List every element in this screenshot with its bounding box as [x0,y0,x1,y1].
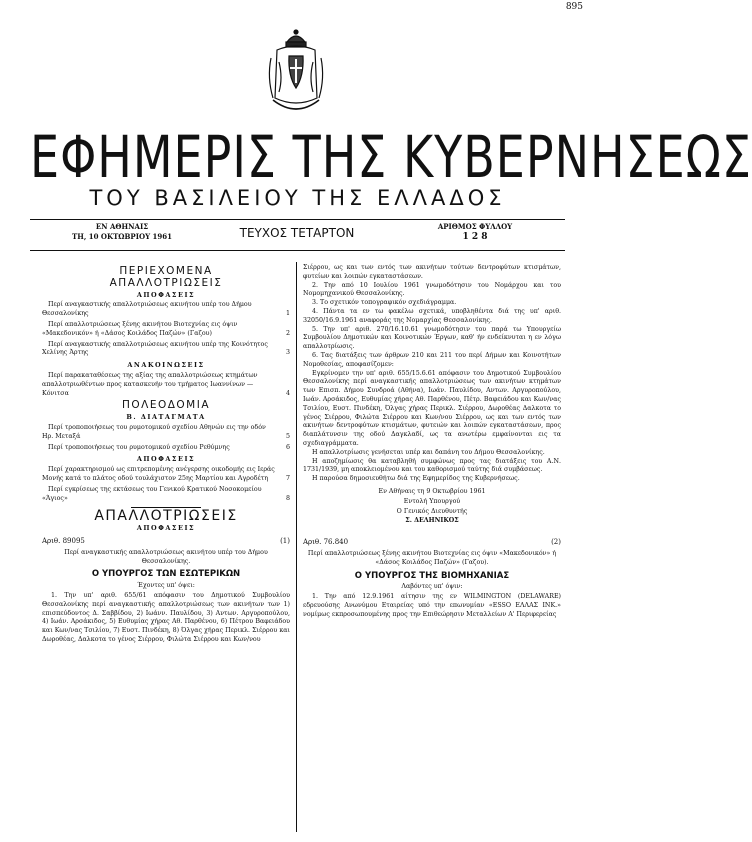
right-column [303,264,561,619]
decision-header [303,538,561,547]
section-subheading: ΑΠΟΦΑΣΕΙΣ [136,524,196,533]
signature-line: Ο Γενικός Διευθυντής [396,507,468,515]
gazette-subtitle: ΤΟΥ ΒΑΣΙΛΕΙΟΥ ΤΗΣ ΕΛΛΑΔΟΣ [89,186,506,210]
issue-number-block [420,222,530,242]
toc-item[interactable]: Περί τροποποιήσεως του ρυμοτομικού σχεδίου Ρεθύμνης 6 [48,443,290,451]
toc-item[interactable]: Περί τροποποιήσεως του ρυμοτομικού σχεδίου Αθηνών εις την οδόν Ηρ. Μεταξά 5 [42,423,290,440]
paragraph: 5. Την υπ' αριθ. 270/16.10.61 γνωμοδότησιν του παρά τω Υπουργείω Συμβουλίου Δημοτικών και Κοινοτικών Έργων, καθ' ήν ενδείκνυται η εν λόγω απαλλοτρίωσις. [303,325,561,351]
toc-section-title: ΠΟΛΕΟΔΟΜΙΑ [121,399,211,412]
column-divider [296,262,297,832]
decision-number: Αριθ. 76.840 [303,538,349,547]
having-line: Έχοντες υπ' όψει: [137,582,195,590]
paragraph: 1. Την από 12.9.1961 αίτησιν της εν WILMINGTON (DELAWARE) εδρευούσης Ανωνύμου Εταιρείας υπό την επωνυμίαν «ESSO ΕΛΛΑΣ ΙΝΚ.» νομίμως εκπροσωπουμένης προς την Επιθεώρησιν Μεταλλείων Α' Περιφερείας [303,593,561,618]
issue-place-date [62,222,182,242]
royal-coat-of-arms-icon [265,28,327,120]
signature-line: Εντολή Υπουργού [403,497,461,505]
paragraph: 1. Την υπ' αριθ. 655/61 απόφασιν του Δημοτικού Συμβουλίου Θεσσαλονίκης περί αναγκαστικής απαλλοτριώσεως των ακινήτων των 1) επισπεύδοντος Δ. Σαββίδου, 2) Ιωάνν. Παυλίδου, 3) Αντων. Αργυροπούλου, 4) Ιωάν. Αρσάκιδος, 5) Ευθυμίας χήρας Αθ. Παρθένου, 6) Πέτρου Βαφειάδου και Κων/νας Τσιλίου, 7) Ευστ. Πινδέκη, 8) Όλγας χήρας Περικλ. Σιέρρου και Δωροθέας, Δαλκοτα το γένος Σιέρρου, Φιλώτα Σιέρρου και Κων/νου [42,591,290,643]
decision-subject: Περί απαλλοτριώσεως ξένης ακινήτου Βιοτεχνίας εις όψιν «Μακεδονικόν» ή «Δάσος Κοιλάδος Παζών» (Γαζου). [307,549,557,566]
toc-title: ΠΕΡΙΕΧΟΜΕΝΑ [119,265,213,277]
issue-number: 1 2 8 [462,232,488,242]
issue-place: ΕΝ ΑΘΗΝΑΙΣ [95,222,149,231]
toc-item[interactable]: Περί χαρακτηρισμού ως επιτρεπομένης ανέγερσης οικοδομής εις Ιεράς Μονής κατά το πλάτος οδού τουλάχιστον 25ης Μαρτίου και Αγροδέτη 7 [42,466,290,482]
header-rule-bottom [30,250,565,251]
gazette-title: ΕΦΗΜΕΡΙΣ ΤΗΣ ΚΥΒΕΡΝΗΣΕΩΣ [30,123,752,191]
decision-number: Αριθ. 89095 [42,536,85,545]
minister-heading: Ο ΥΠΟΥΡΓΟΣ ΤΩΝ ΕΣΩΤΕΡΙΚΩΝ [91,569,241,580]
paragraph: 3. Το σχετικόν τοπογραφικόν σχεδιάγραμμα. [312,299,457,307]
toc-group-title: ΑΝΑΚΟΙΝΩΣΕΙΣ [127,361,205,370]
toc-group-title: ΑΠΟΦΑΣΕΙΣ [136,455,196,464]
minister-heading: Ο ΥΠΟΥΡΓΟΣ ΤΗΣ ΒΙΟΜΗΧΑΝΙΑΣ [354,570,510,581]
having-line: Λαβόντες υπ' όψιν: [401,583,463,591]
toc-item[interactable]: Περί εγκρίσεως της εκτάσεως του Γενικού Κρατικού Νοσοκομείου «Άγιος» 8 [42,485,290,502]
decision-subject: Περί αναγκαστικής απαλλοτριώσεως ακινήτου υπέρ του Δήμου Θεσσαλονίκης. [64,548,268,565]
header-rule-top [30,219,565,220]
toc-group-title: Β. ΔΙΑΤΑΓΜΑΤΑ [126,413,206,422]
place-date: Εν Αθήναις τη 9 Οκτωβρίου 1961 [378,487,486,495]
paragraph: Η αποζημίωσις θα καταβληθή συμφώνως προς τας διατάξεις του Α.Ν. 1731/1939, μη αποκλειομένου και του καθορισμού ταύτης διά συμβάσεως. [303,457,561,474]
paragraph: 2. Την από 10 Ιουλίου 1961 γνωμοδότησιν του Νομάρχου και του Νομομηχανικού Θεσσαλονίκης. [303,281,561,298]
page-number: 895 [565,2,583,12]
toc-item[interactable]: Περί παρακαταθέσεως της αξίας της απαλλοτριώσεως κτημάτων απαλλοτριωθέντων προς κατασκευήν του τμήματος Ιωαννίνων — Κόνιτσα 4 [42,371,290,397]
section-heading: ΑΠΑΛΛΟΤΡΙΩΣΕΙΣ [94,508,238,525]
issue-number-label: ΑΡΙΘΜΟΣ ΦΥΛΛΟΥ [437,222,513,231]
issue-series: ΤΕΥΧΟΣ ΤΕΤΑΡΤΟΝ [239,226,355,240]
left-column [42,264,290,645]
decision-header [42,537,290,546]
toc-section-title: ΑΠΑΛΛΟΤΡΙΩΣΕΙΣ [109,276,223,289]
decision-index: (1) [280,536,290,545]
paragraph: Εγκρίνομεν την υπ' αριθ. 655/15.6.61 απόφασιν του Δημοτικού Συμβουλίου Θεσσαλονίκης περί αναγκαστικής απαλλοτριώσεως των ακινήτων κτημάτων των Επισπ. Δήμου Συνδροά (Αθήνα), Ιωάν. Παυλίδου, Αντων. Αργυροπούλου, Ιωάν. Αρσάκιδος, Ευθυμίας χήρας Αθ. Παρθένου, Πέτρ. Βαφειάδου και Κων/νας Τσιλίου, Ευστ. Πινδέκη, Όλγας χήρας Περικλ. Σιέρρου, Δωροθέας Δαλκοτα το γένος Σιέρρου, Φιλώτα Σιέρρου και Κων/νου Σιέρρου, ως και των εντός των ακινήτων δεντροφύτων κτισμάτων, φυτειών και λοιπών εγκαταστάσεων, προς διαπλάτυνσιν της οδού Δαγκλαδί, ως τα ανωτέρω εμφαίνονται εις τα σχεδιαγράμματα. [303,369,561,447]
signatory-name: Σ. ΔΕΛΗΝΙΚΟΣ [405,517,459,525]
paragraph: Σιέρρου, ως και των εντός των ακινήτων τούτων δεντροφύτων κτισμάτων, φυτείων και λοιπών εγκαταστάσεων. [303,264,561,280]
paragraph: 6. Τας διατάξεις των άρθρων 210 και 211 του περί Δήμων και Κοινοτήτων Νομοθεσίας, αποφασίζομεν: [303,351,561,368]
toc-item[interactable]: Περί αναγκαστικής απαλλοτριώσεως ακινήτου υπέρ της Κοινότητος Χελίνης Άρτης 3 [42,340,290,357]
paragraph: Η παρούσα δημοσιευθήτω διά της Εφημερίδος της Κυβερνήσεως. [312,475,520,483]
toc-item[interactable]: Περί αναγκαστικής απαλλοτριώσεως ακινήτου υπέρ του Δήμου Θεσσαλονίκης 1 [42,301,290,318]
toc-item[interactable]: Περί απαλλοτριώσεως ξένης ακινήτου Βιοτεχνίας εις όψιν «Μακεδονικόν» ή «Δάσος Κοιλάδος Παζών» (Γαζου) 2 [42,320,290,337]
issue-date: ΤΗ, 10 ΟΚΤΩΒΡΙΟΥ 1961 [72,232,172,241]
toc-group-title: ΑΠΟΦΑΣΕΙΣ [136,290,196,299]
paragraph: 4. Πάντα τα εν τω φακέλω σχετικά, υποβληθέντα διά της υπ' αριθ. 32050/16.9.1961 αναφοράς της Νομαρχίας Θεσσαλονίκης. [303,307,561,324]
decision-index: (2) [551,538,561,547]
paragraph: Η απαλλοτρίωσις γενήσεται υπέρ και δαπάνη του Δήμου Θεσσαλονίκης. [312,448,545,456]
